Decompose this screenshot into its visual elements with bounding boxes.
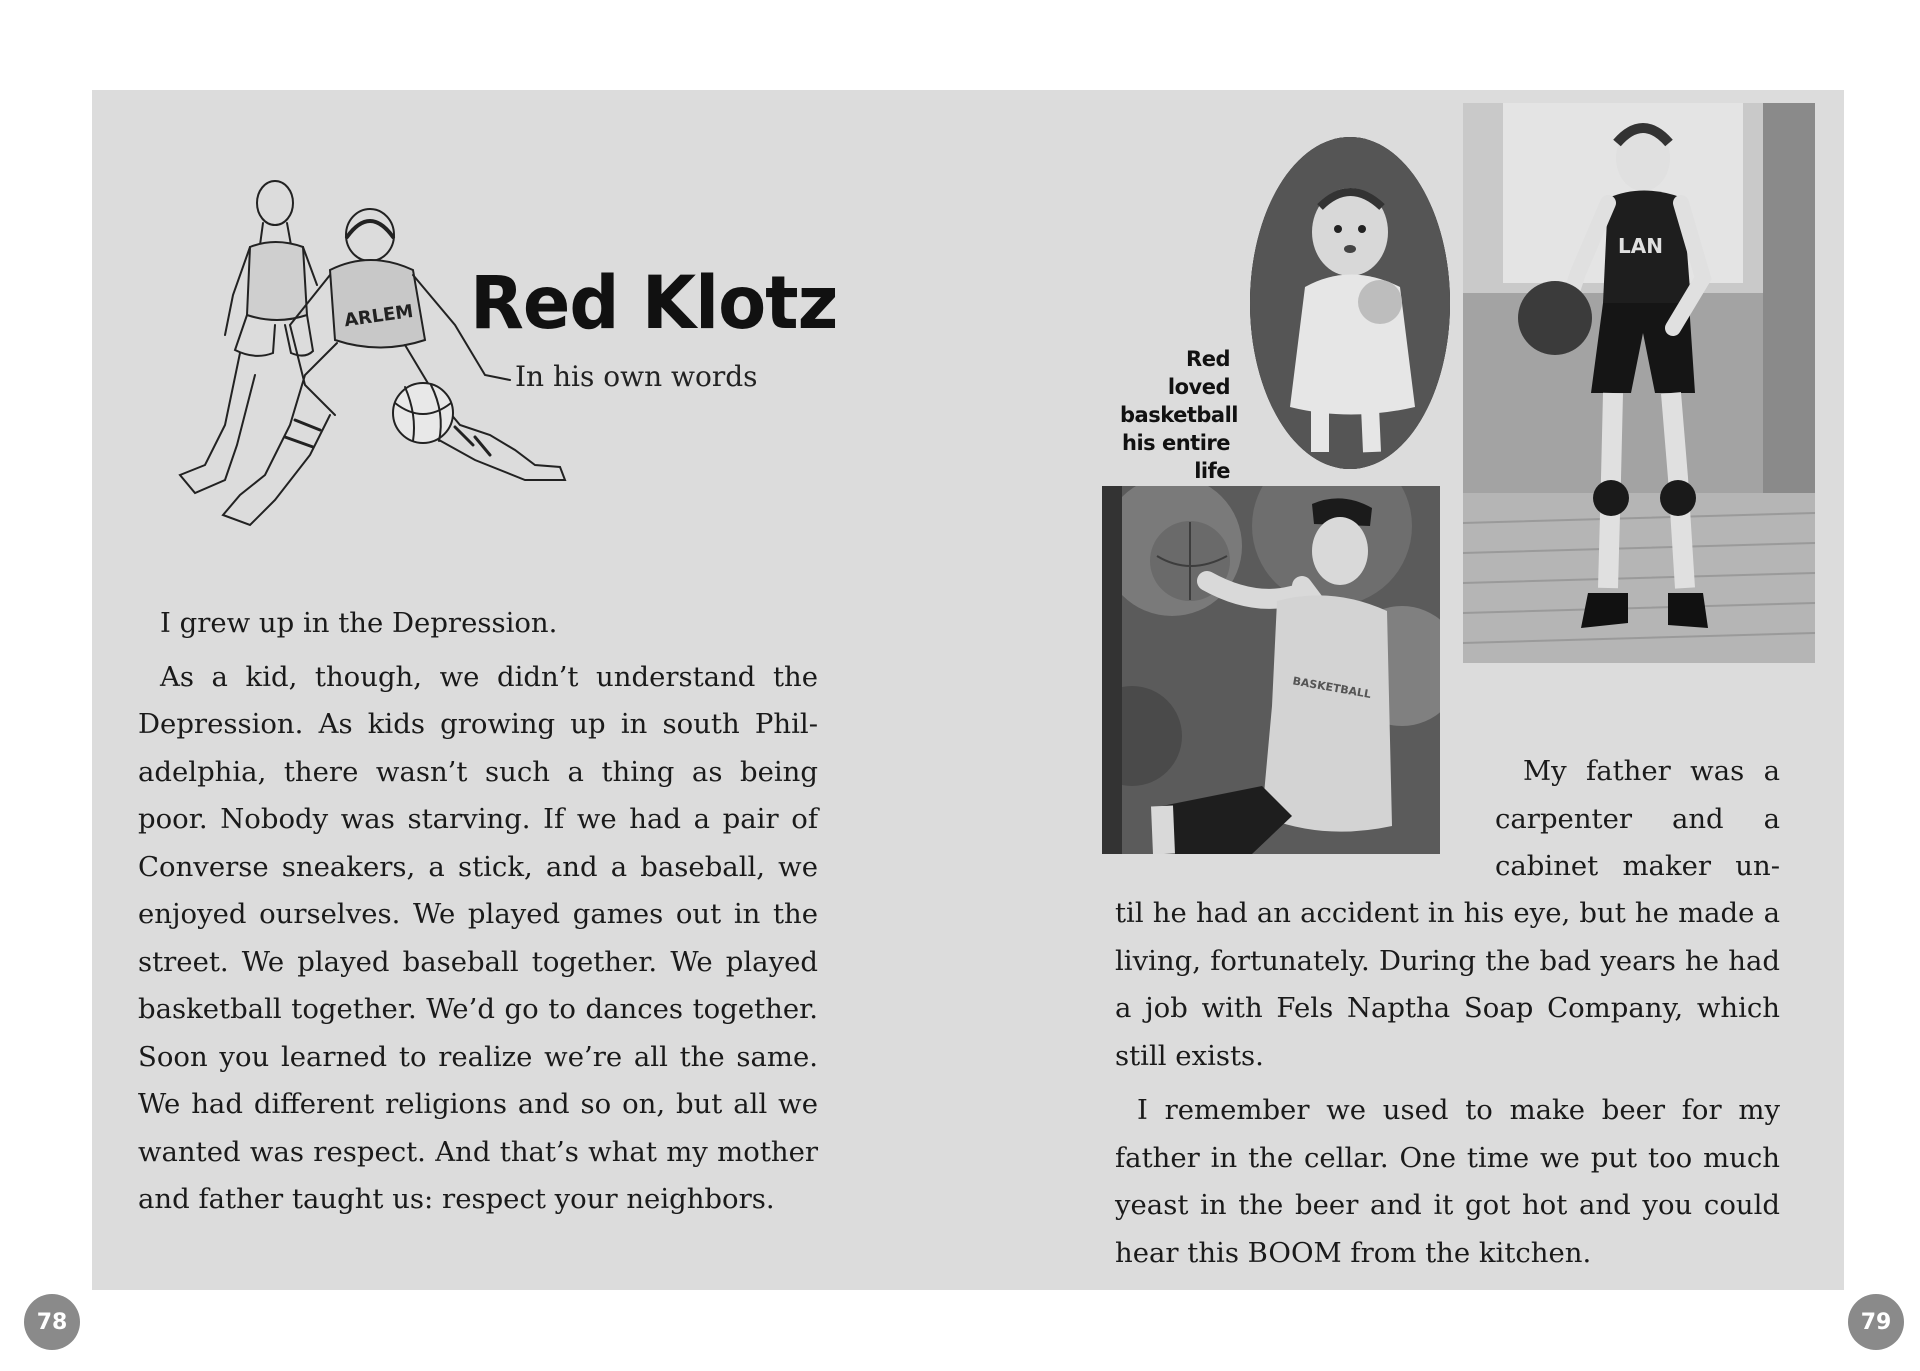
paragraph: I remember we used to make beer for my father in the cellar. One time we put too much yeast in the beer and it got hot and you could hear this BOOM from the kitchen.: [1115, 1094, 1780, 1269]
caption-line: basketball: [1120, 403, 1238, 427]
caption-line: life: [1194, 459, 1230, 483]
page-title: Red Klotz: [470, 259, 838, 347]
wrap-line: carpenter and a: [1495, 802, 1780, 835]
page-number-right: 79: [1848, 1294, 1904, 1350]
page-subtitle: In his own words: [515, 360, 758, 393]
wrap-line: cabinet maker un-: [1495, 850, 1780, 882]
paragraph: I grew up in the Depression.: [160, 607, 558, 639]
wrap-line: My father was a: [1523, 755, 1780, 787]
paragraph: til he had an accident in his eye, but he made a living, fortunately. During the bad years he had a job with Fels Naptha Soap Company, which still exists.: [1115, 897, 1780, 1072]
baby-photo: [1250, 137, 1450, 469]
left-column-text: [138, 600, 818, 1224]
right-column-wrap-text: [1495, 748, 1780, 891]
right-column-text: [1115, 890, 1780, 1277]
paragraph: As a kid, though, we didn’t understand the Depression. As kids growing up in south Philadelphia, there wasn’t such a thing as being poor. Nobody was starving. If we had a pair of Converse sneakers, a stick, and a baseball, we enjoyed ourselves. We played games out in the street. We played baseball together. We played basketball together. We’d go to dances together. Soon you learned to realize we’re all the same. We had different religions and so on, but all we wanted was respect. And that’s what my mother and father taught us: respect your neighbors.: [138, 660, 818, 1215]
caption-line: Red loved: [1167, 347, 1230, 399]
jersey-lettering: ARLEM: [342, 300, 415, 332]
shirt-lettering: BASKETBALL: [1291, 674, 1372, 701]
young-player-photo: [1463, 103, 1815, 663]
photo-caption: [1120, 345, 1238, 485]
page-number-left: 78: [24, 1294, 80, 1350]
caption-line: his entire: [1122, 431, 1230, 455]
older-player-photo: [1102, 486, 1440, 854]
jersey-lettering: LAN: [1618, 234, 1663, 258]
